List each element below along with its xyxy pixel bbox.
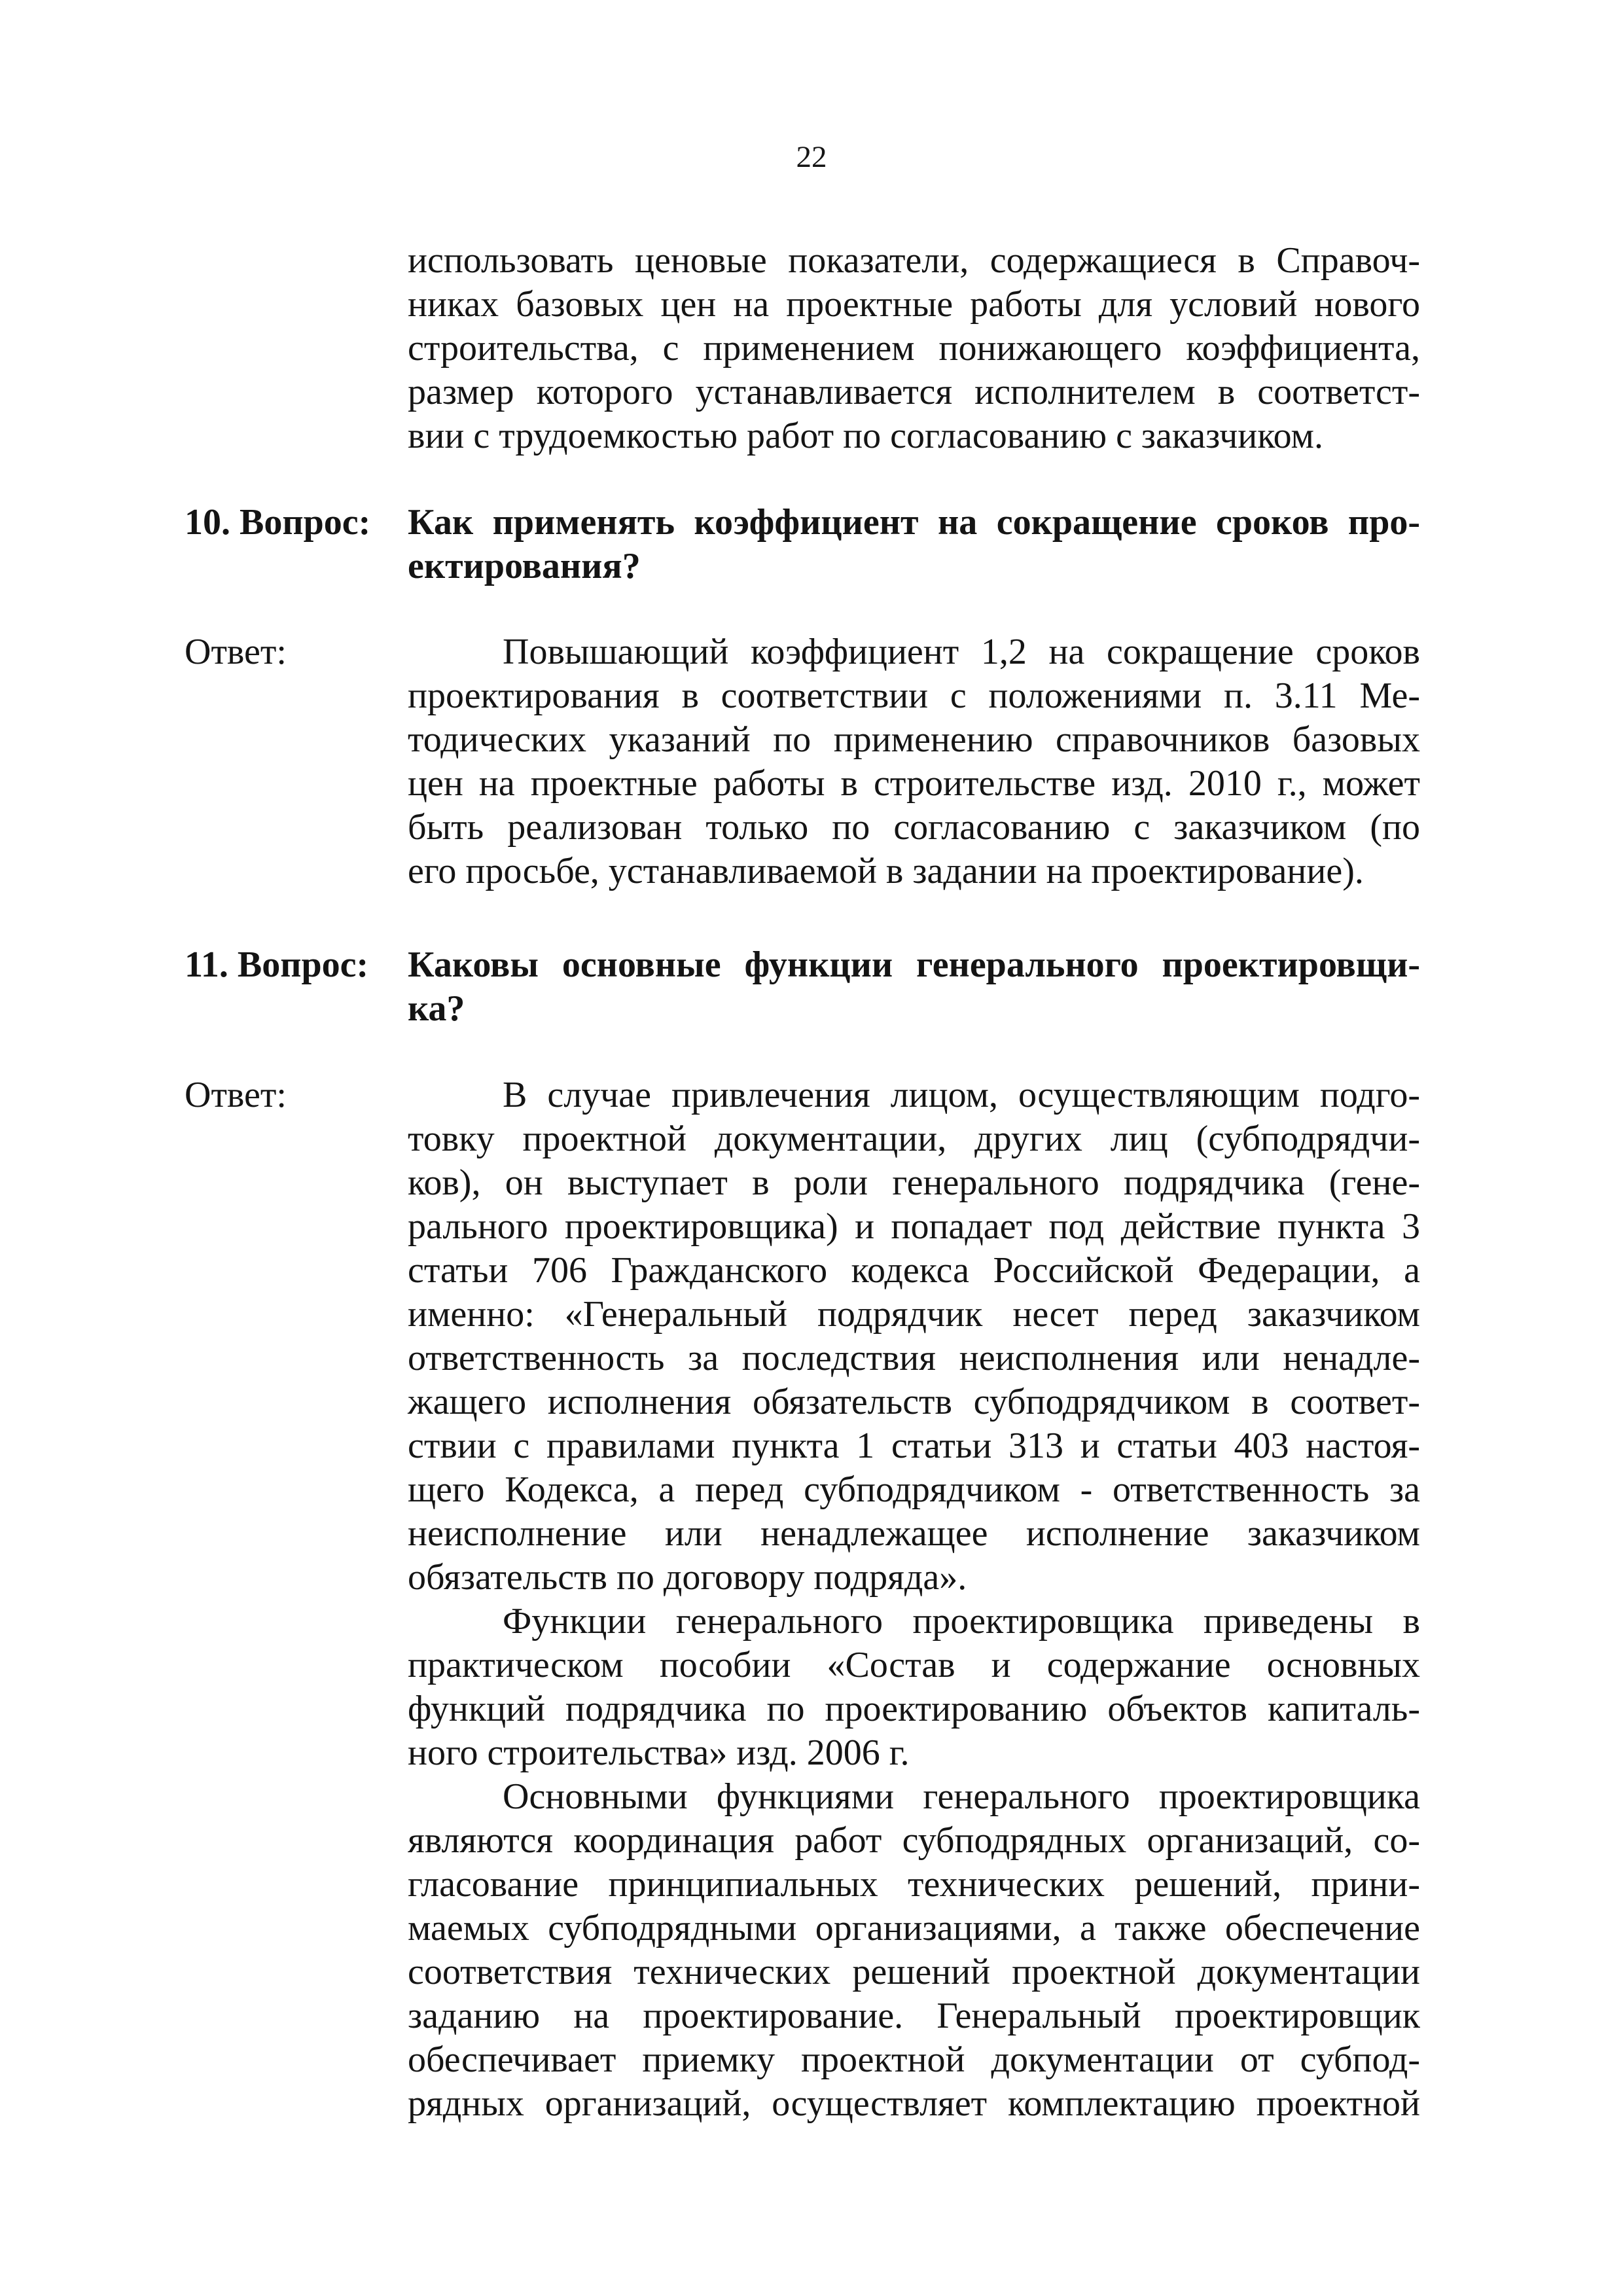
text-line: ка?: [408, 988, 465, 1029]
text-line: Основными функциями генерального проектировщика: [503, 1776, 1420, 1817]
text-line: использовать ценовые показатели, содержащиеся в Справоч-: [408, 240, 1420, 281]
text-line: жащего исполнения обязательств субподрядчиком в соответ-: [408, 1382, 1420, 1422]
text-line: обеспечивает приемку проектной документации от субпод-: [408, 2039, 1420, 2080]
text-line: вии с трудоемкостью работ по согласованию с заказчиком.: [408, 416, 1323, 456]
question-11-label: 11. Вопрос:: [185, 944, 369, 985]
question-10-text: [408, 501, 1420, 588]
text-line: рального проектировщика) и попадает под действие пункта 3: [408, 1206, 1420, 1247]
text-line: соответствия технических решений проектной документации: [408, 1952, 1420, 1992]
text-line: заданию на проектирование. Генеральный проектировщик: [408, 1996, 1420, 2036]
answer-11-label: Ответ:: [185, 1075, 287, 1115]
text-line: маемых субподрядными организациями, а также обеспечение: [408, 1908, 1420, 1948]
text-line: практическом пособии «Состав и содержание основных: [408, 1645, 1420, 1685]
answer-10-text: [408, 630, 1420, 893]
text-line: никах базовых цен на проектные работы для условий нового: [408, 284, 1420, 325]
text-line: товку проектной документации, других лиц (субподрядчи-: [408, 1119, 1420, 1159]
text-line: щего Кодекса, а перед субподрядчиком - ответственность за: [408, 1469, 1420, 1510]
text-line: ков), он выступает в роли генерального подрядчика (гене-: [408, 1162, 1420, 1203]
text-line: ектирования?: [408, 546, 641, 586]
answer-11-paragraph-3: [408, 1775, 1420, 2126]
text-line: гласование принципиальных технических решений, прини-: [408, 1864, 1420, 1905]
page-number: 22: [796, 140, 827, 174]
text-line: ствии с правилами пункта 1 статьи 313 и статьи 403 настоя-: [408, 1426, 1420, 1466]
answer-11-paragraph-1: [408, 1073, 1420, 1600]
text-line: рядных организаций, осуществляет комплектацию проектной: [408, 2083, 1420, 2124]
text-line: статьи 706 Гражданского кодекса Российской Федерации, а: [408, 1250, 1420, 1291]
text-line: ответственность за последствия неисполнения или ненадле-: [408, 1338, 1420, 1378]
text-line: быть реализован только по согласованию с заказчиком (по: [408, 807, 1420, 848]
text-line: функций подрядчика по проектированию объектов капиталь-: [408, 1689, 1420, 1729]
text-line: именно: «Генеральный подрядчик несет перед заказчиком: [408, 1294, 1420, 1335]
answer-11-text: [408, 1073, 1420, 2126]
text-line: размер которого устанавливается исполнителем в соответст-: [408, 372, 1420, 412]
text-line: тодических указаний по применению справочников базовых: [408, 719, 1420, 760]
text-line: цен на проектные работы в строительстве изд. 2010 г., может: [408, 763, 1420, 804]
text-line: В случае привлечения лицом, осуществляющим подго-: [503, 1075, 1420, 1115]
answer-11-paragraph-2: [408, 1600, 1420, 1775]
question-11-text: [408, 943, 1420, 1031]
question-10-label: 10. Вопрос:: [185, 502, 371, 543]
text-line: строительства, с применением понижающего коэффициента,: [408, 328, 1420, 368]
answer-10-label: Ответ:: [185, 632, 287, 672]
text-line: Каковы основные функции генерального проектировщи-: [408, 944, 1420, 985]
text-line: проектирования в соответствии с положениями п. 3.11 Ме-: [408, 675, 1420, 716]
text-line: являются координация работ субподрядных организаций, со-: [408, 1820, 1420, 1861]
text-line: ного строительства» изд. 2006 г.: [408, 1732, 910, 1773]
text-line: Повышающий коэффициент 1,2 на сокращение сроков: [503, 632, 1420, 672]
text-line: его просьбе, устанавливаемой в задании на проектирование).: [408, 851, 1364, 891]
text-line: обязательств по договору подряда».: [408, 1557, 967, 1598]
text-line: неисполнение или ненадлежащее исполнение заказчиком: [408, 1513, 1420, 1554]
intro-paragraph: [408, 239, 1420, 458]
text-line: Функции генерального проектировщика приведены в: [503, 1601, 1420, 1641]
text-line: Как применять коэффициент на сокращение сроков про-: [408, 502, 1420, 543]
